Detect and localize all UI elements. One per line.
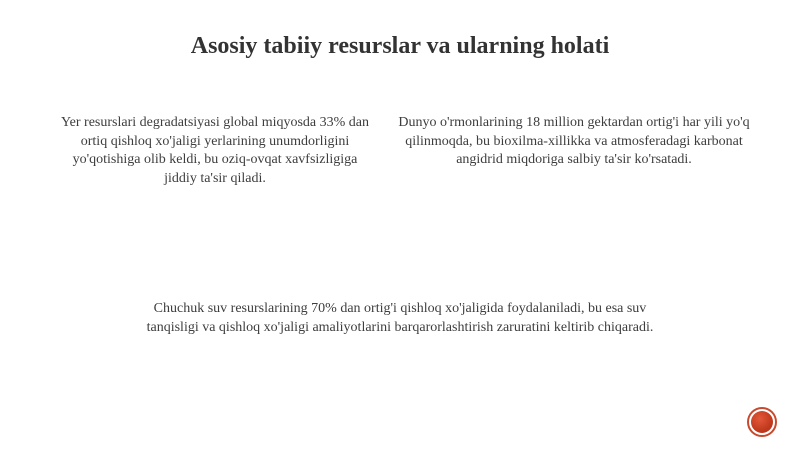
slide-title: Asosiy tabiiy resurslar va ularning holati xyxy=(190,33,610,59)
circle-nav-icon xyxy=(751,411,773,433)
paragraph-forests: Dunyo o'rmonlarining 18 million gektardan ortig'i har yili yo'q qilinmoqda, bu bioxilma-xillikka va atmosferadagi karbonat angidrid miqdoriga salbiy ta'sir ko'rsatadi. xyxy=(398,115,750,167)
slide-nav-button[interactable] xyxy=(747,407,777,437)
paragraph-land-resources: Yer resurslari degradatsiyasi global miqyosda 33% dan ortiq qishloq xo'jaligi yerlarining unumdorligini yo'qotishiga olib keldi, bu oziq-ovqat xavfsizligiga jiddiy ta'sir qiladi. xyxy=(60,115,370,186)
paragraph-freshwater: Chuchuk suv resurslarining 70% dan ortig'i qishloq xo'jaligida foydalaniladi, bu esa suv tanqisligi va qishloq xo'jaligi amaliyotlarini barqarorlashtirish zaruratini keltirib chiqaradi. xyxy=(146,301,654,335)
